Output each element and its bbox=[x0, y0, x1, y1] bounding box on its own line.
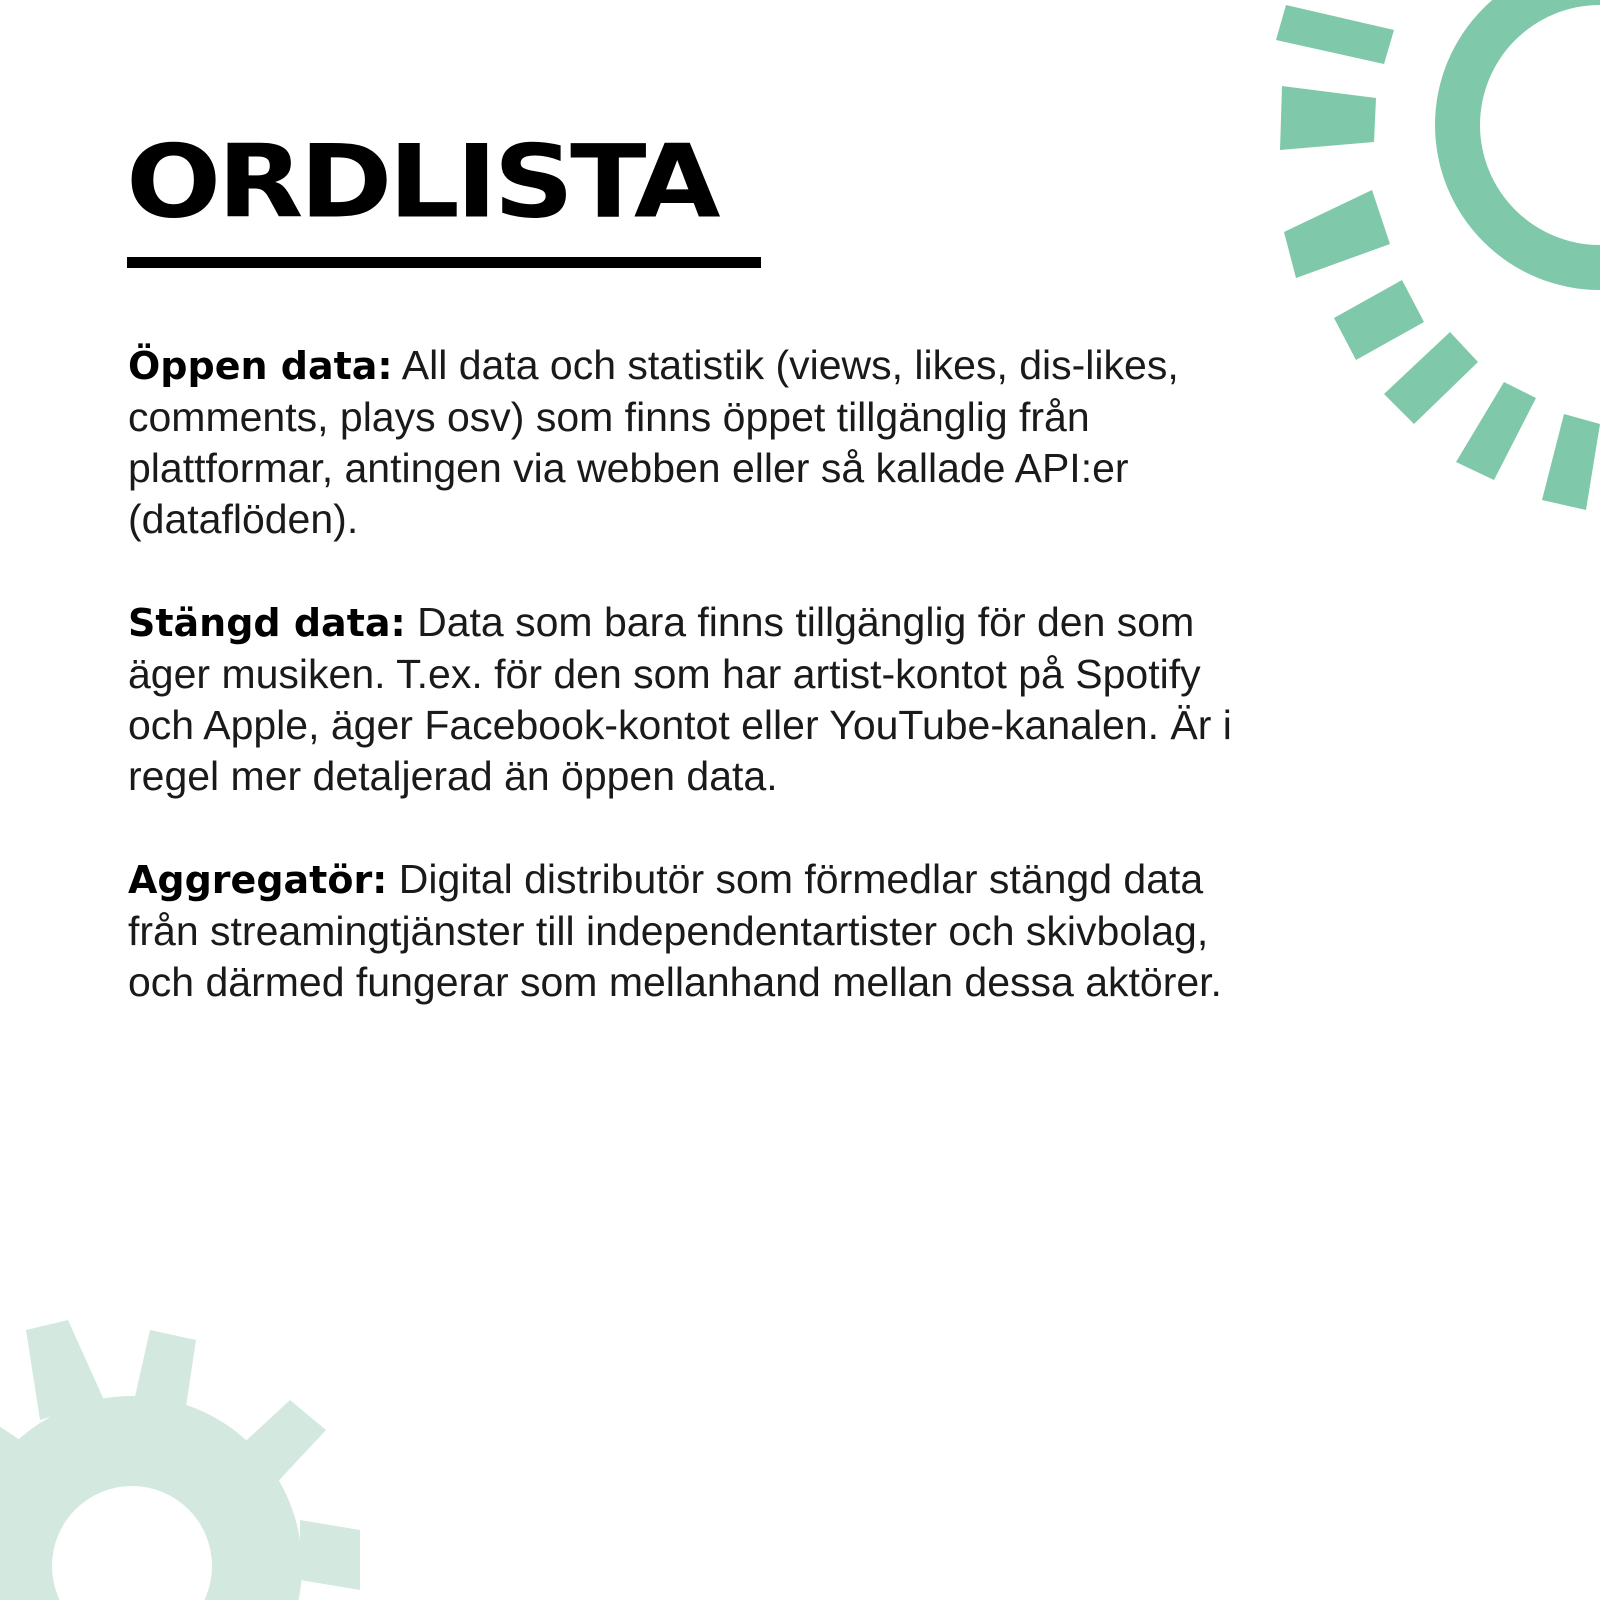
page-title: ORDLISTA bbox=[126, 123, 717, 241]
glossary-term: Aggregatör: bbox=[128, 858, 388, 902]
glossary-term: Öppen data: bbox=[128, 344, 393, 388]
glossary-definition: All data och statistik (views, likes, dis-likes, comments, plays osv) som finns öppet tillgänglig från plattformar, antingen via webben eller så kallade API:er (dataflöden). bbox=[128, 342, 1179, 542]
sunburst-ring-icon bbox=[1240, 0, 1600, 520]
gear-icon bbox=[0, 1300, 380, 1600]
glossary-list bbox=[128, 340, 1258, 1060]
glossary-entry-open-data bbox=[128, 340, 1258, 545]
glossary-definition: Digital distributör som förmedlar stängd data från streamingtjänster till independentartister och skivbolag, och därmed fungerar som mellanhand mellan dessa aktörer. bbox=[128, 856, 1222, 1005]
glossary-term: Stängd data: bbox=[128, 601, 406, 645]
glossary-definition: Data som bara finns tillgänglig för den som äger musiken. T.ex. för den som har artist-kontot på Spotify och Apple, äger Facebook-kontot eller YouTube-kanalen. Är i regel mer detaljerad än öppen data. bbox=[128, 599, 1232, 799]
glossary-entry-closed-data bbox=[128, 597, 1258, 802]
glossary-entry-aggregator bbox=[128, 854, 1258, 1008]
title-underline bbox=[127, 257, 761, 268]
